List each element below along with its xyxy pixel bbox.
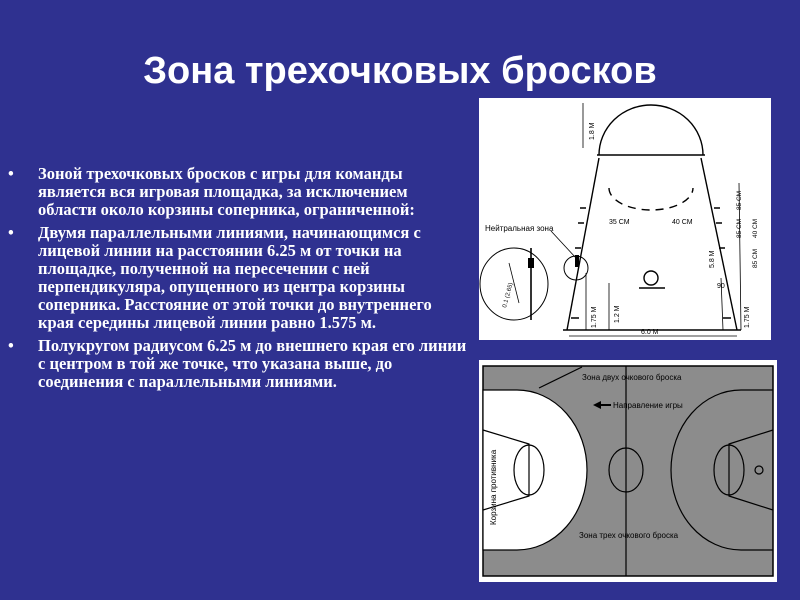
slide-title: Зона трехочковых бросков [143,50,657,92]
lane-left-line [567,158,599,330]
neutral-zone-label: Нейтральная зона [485,224,554,233]
three-point-area-diagram [479,98,771,340]
two-point-label: Зона двух очкового броска [582,373,682,382]
dim-85-a-label: 85 СМ [736,190,743,210]
dim-35-label: 35 СМ [609,219,630,226]
neutral-zone-pointer [551,231,576,258]
bullet-text: Полукругом радиусом 6.25 м до внешнего края его линии с центром в той же точке, что указана выше, до соединения с параллельными линиями. [38,336,467,391]
bullet-item [8,165,468,219]
bullet-text: Зоной трехочковых бросков с игры для команды является вся игровая площадка, за исключением области около корзины соперника, ограниченной: [38,164,415,219]
free-throw-dashed-arc [609,188,693,210]
dim-40-label: 40 СМ [672,219,693,226]
bullet-text: Двумя параллельными линиями, начинающимся с лицевой линии на расстоянии 6.25 м от точки на площадке, полученной на пересечении с ней перпендикуляра, опущенного из центра корзины соперника. Расстояние от этой точки до внутреннего края середины лицевой линии равно 1.575 м. [38,223,432,332]
court-svg [479,360,777,582]
inset-block [528,258,534,268]
bullet-dot: • [8,336,14,355]
dim-85-c-label: 85 СМ [752,248,759,268]
inset-label: 0.1 (2.65) [502,282,515,309]
dim-90-label: 90 [717,283,725,290]
lane-right-line [701,158,737,330]
bullet-item [8,224,468,332]
dim-58-label: 5.8 М [709,250,716,268]
bullet-list [8,165,468,396]
court-zones-diagram [479,360,777,582]
dim-60-label: 6.0 М [641,329,659,336]
dim-40-b-label: 40 СМ [752,218,759,238]
dim-175-right-label: 1.75 М [744,306,751,328]
bullet-dot: • [8,223,14,242]
direction-label: Направление игры [613,401,683,410]
dim-12-label: 1.2 М [614,305,621,323]
basket-ring [644,271,658,285]
free-throw-semicircle [599,105,703,155]
dim-175-left-label: 1.75 М [591,306,598,328]
bullet-item [8,337,468,391]
neutral-zone-block [575,255,579,267]
diagram-dimensions-svg [479,98,771,340]
dim-18-label: 1.8 М [589,122,596,140]
three-point-zone-label: Зона трех очкового броска [579,531,679,540]
opponent-basket-label: Корзина противника [489,449,498,525]
dim-85-b-label: 85 СМ [736,218,743,238]
bullet-dot: • [8,164,14,183]
